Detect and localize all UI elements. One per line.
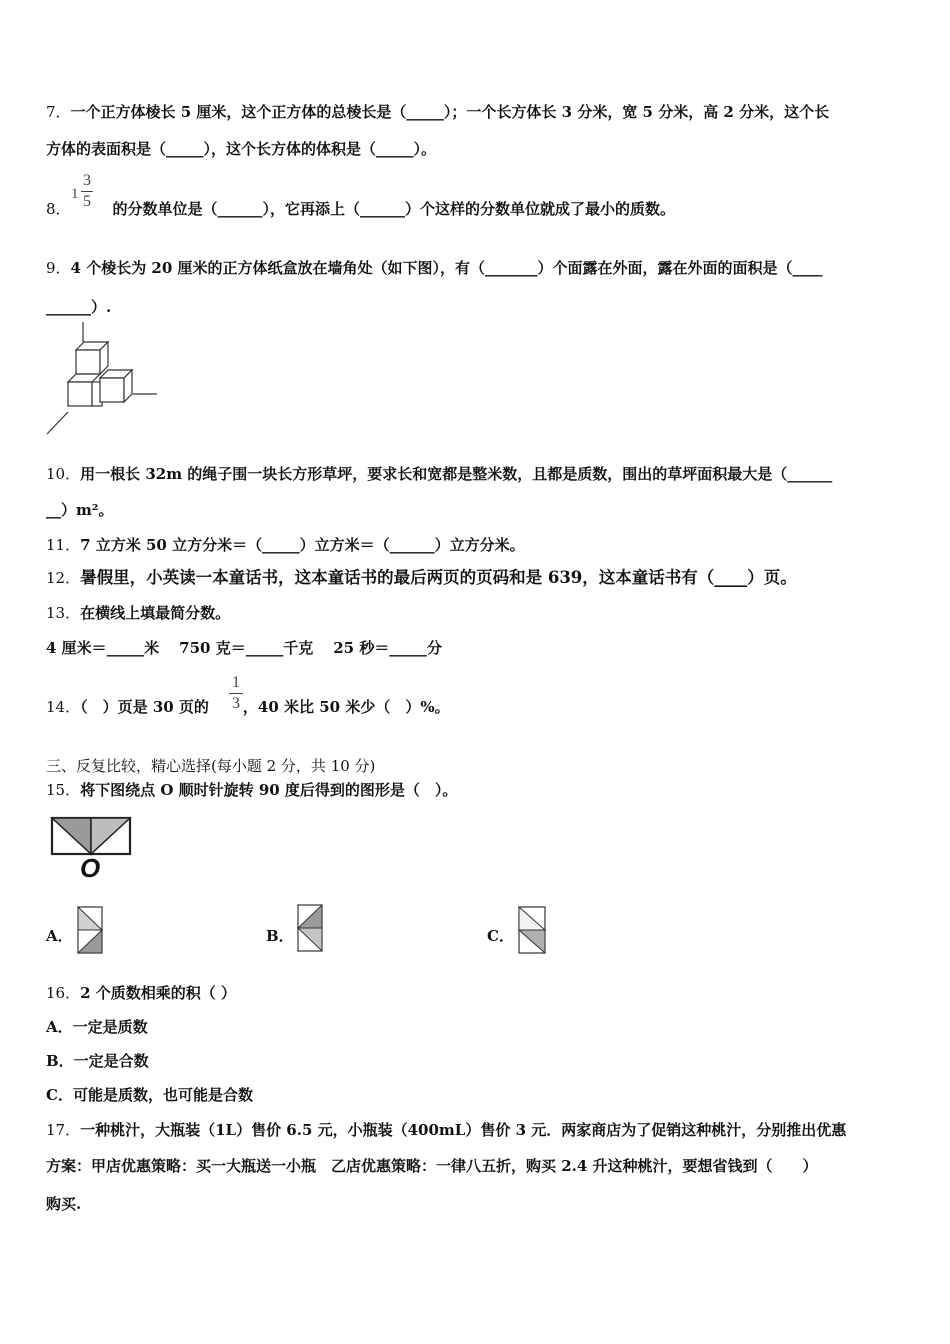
question-9-line-2: ______）. — [46, 298, 112, 316]
section-3-title: 三、反复比较，精心选择(每小题 2 分，共 10 分) — [46, 757, 376, 775]
question-number: 9． — [46, 259, 71, 277]
question-number: 12． — [46, 569, 81, 587]
question-13-line: 13．在横线上填最简分数。 — [46, 604, 231, 622]
question-8-line: 8． 的分数单位是（______），它再添上（______）个这样的分数单位就成了最小的质数。 — [46, 200, 676, 218]
question-16-line: 16．2 个质数相乘的积（ ） — [46, 984, 236, 1002]
question-10-line-2: __）m²。 — [46, 501, 114, 519]
question-number: 16． — [46, 984, 81, 1002]
question-10-line-1: 10．用一根长 32m 的绳子围一块长方形草坪，要求长和宽都是整米数，且都是质数，围出的草坪面积最大是（______ — [46, 465, 833, 483]
option-c-label[interactable]: C． — [487, 927, 514, 945]
question-17-line-3: 购买. — [46, 1195, 82, 1213]
unit-conversion-item: 750 克＝_____千克 — [179, 639, 314, 657]
q16-option-c[interactable]: C．可能是质数，也可能是合数 — [46, 1086, 253, 1104]
question-11-line: 11．7 立方米 50 立方分米＝（_____）立方米＝（______）立方分米。 — [46, 536, 525, 554]
question-number: 15． — [46, 781, 81, 799]
question-17-line-2: 方案：甲店优惠策略：买一大瓶送一小瓶 乙店优惠策略：一律八五折，购买 2.4 升这种桃汁，要想省钱到（ ） — [46, 1157, 818, 1175]
rotation-source-figure — [50, 816, 134, 856]
unit-conversion-item: 4 厘米＝_____米 — [46, 639, 160, 657]
question-number: 14． — [46, 698, 81, 716]
q16-option-a[interactable]: A．一定是质数 — [46, 1018, 148, 1036]
option-b-label[interactable]: B． — [266, 927, 294, 945]
q8-whole-number: 1 — [71, 186, 79, 202]
option-b-figure[interactable] — [297, 904, 323, 952]
question-9-line-1: 9．4 个棱长为 20 厘米的正方体纸盒放在墙角处（如下图），有（_______）个面露在外面，露在外面的面积是（____ — [46, 259, 823, 277]
question-number: 7． — [46, 103, 71, 121]
question-7-line-1: 7．一个正方体棱长 5 厘米，这个正方体的总棱长是（_____）；一个长方体长 3 分米，宽 5 分米，高 2 分米，这个长 — [46, 103, 830, 121]
option-a-figure[interactable] — [77, 906, 103, 954]
option-c-figure[interactable] — [518, 906, 546, 954]
q14-fraction: 1 3 — [229, 674, 243, 713]
question-number: 10． — [46, 465, 81, 483]
question-number: 11． — [46, 536, 81, 554]
question-14-line: 14．（ ）页是 30 页的 ，40 米比 50 米少（ ）%。 — [46, 698, 450, 716]
question-12-line: 12．暑假里，小英读一本童话书，这本童话书的最后两页的页码和是 639，这本童话书有（____）页。 — [46, 568, 797, 587]
question-13-items — [46, 638, 442, 658]
cubes-corner-figure — [44, 322, 164, 437]
question-number: 8． — [46, 200, 71, 218]
question-number: 13． — [46, 604, 81, 622]
question-number: 17． — [46, 1121, 81, 1139]
question-7-line-2: 方体的表面积是（_____），这个长方体的体积是（_____）。 — [46, 140, 437, 158]
question-17-line-1: 17．一种桃汁，大瓶装（1L）售价 6.5 元，小瓶装（400mL）售价 3 元．两家商店为了促销这种桃汁，分别推出优惠 — [46, 1121, 847, 1139]
q16-option-b[interactable]: B．一定是合数 — [46, 1052, 149, 1070]
rotation-point-label: O — [80, 853, 101, 883]
question-15-line: 15．将下图绕点 O 顺时针旋转 90 度后得到的图形是（ ）。 — [46, 781, 458, 799]
option-a-label[interactable]: A． — [46, 927, 73, 945]
unit-conversion-item: 25 秒＝_____分 — [333, 639, 442, 657]
q8-fraction: 3 5 — [83, 172, 91, 210]
